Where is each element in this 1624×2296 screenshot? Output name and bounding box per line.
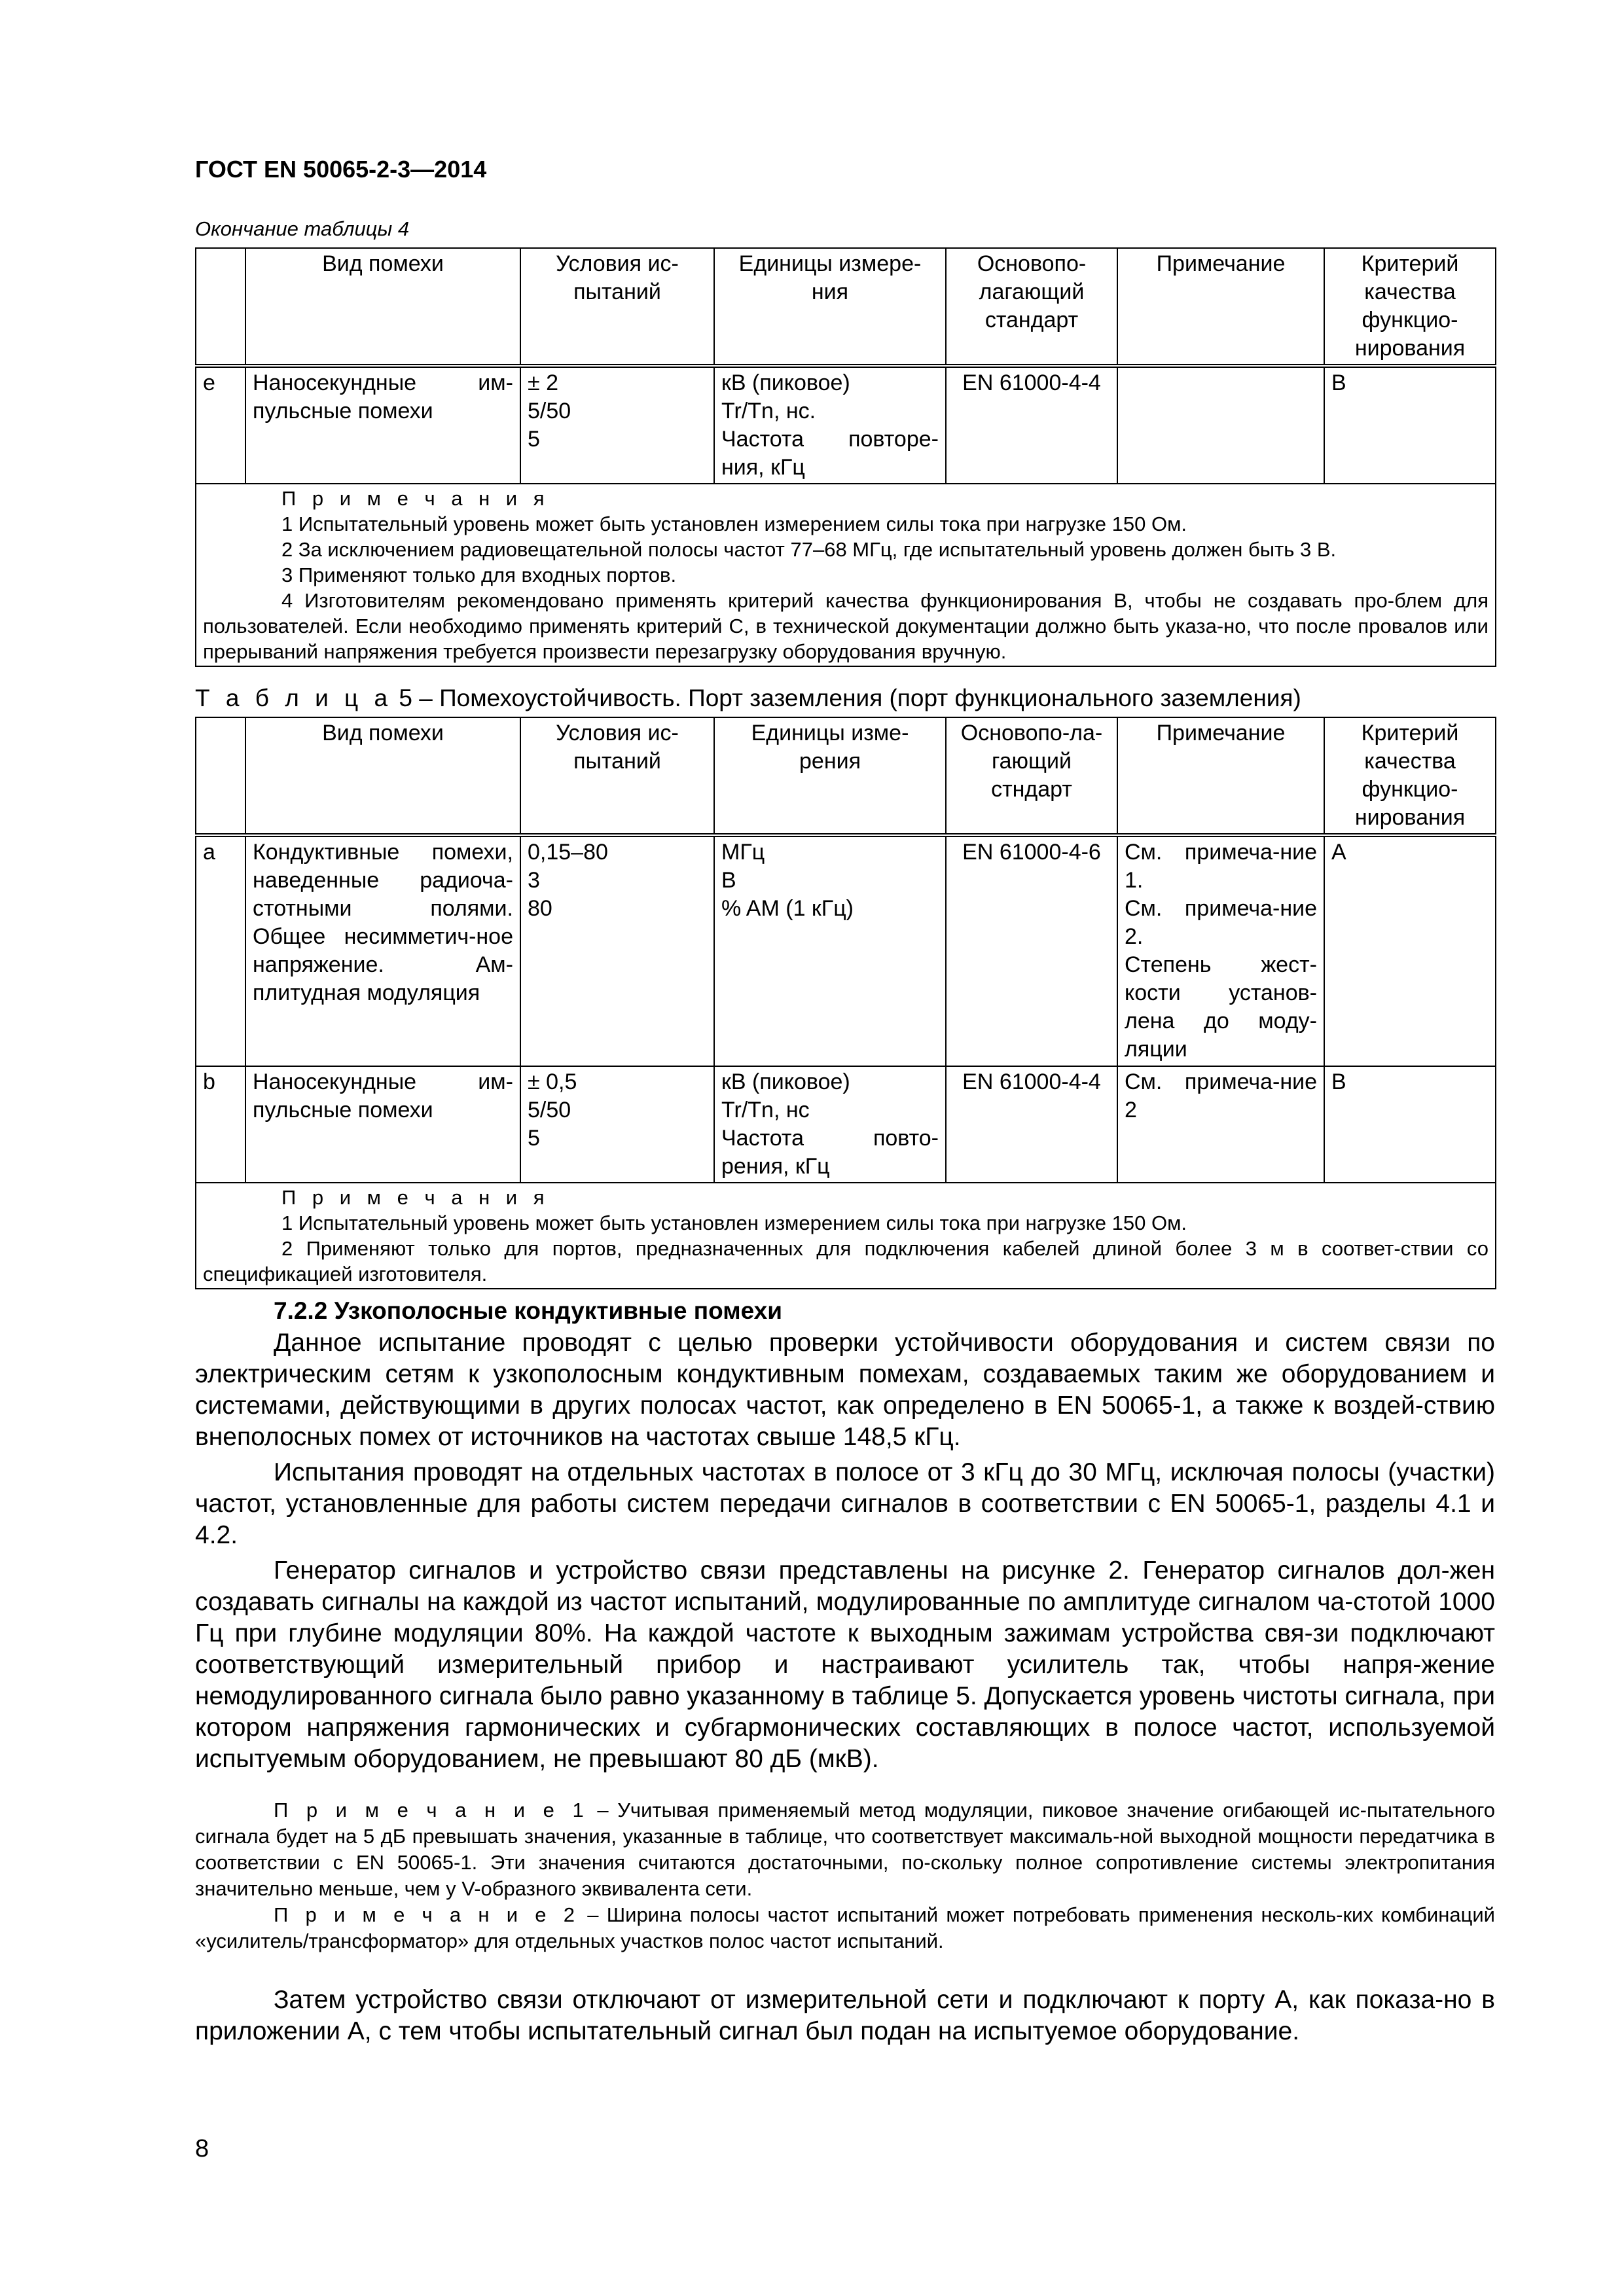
disturbance-kind: Наносекундные им-пульсные помехи [245,366,520,484]
table5 [195,717,1496,1289]
cell-line: B [721,868,736,893]
cell-line: ± 2 [528,370,559,395]
table4-header-cell: Вид помехи [245,248,520,366]
table5-header-row [196,717,1496,835]
notes-title: П р и м е ч а н и я [281,487,550,510]
table4-header-cell: Основопо-лагающий стандарт [946,248,1117,366]
table5-caption-lead: Т а б л и ц а [195,685,393,711]
note-text: – Ширина полосы частот испытаний может потребовать применения несколь-ких комбинаций «усилитель/трансформатор» для отдельных участков полос частот испытаний. [195,1903,1495,1952]
test-conditions [520,1066,714,1183]
table4-header-cell: Критерий качества функцио-нирования [1324,248,1496,366]
page-number: 8 [195,2135,209,2162]
table4-notes-row [196,484,1496,666]
cell-line: Tr/Tn, нс [721,1098,810,1122]
table5-caption [195,685,1301,712]
note-line: 2 За исключением радиовещательной полосы частот 77–68 МГц, где испытательный уровень должен быть 3 В. [281,538,1337,561]
cell-line: Степень жест-кости установ-лена до моду-ляции [1125,952,1317,1062]
table4-notes [196,484,1496,666]
cell-line: Частота повто-рения, кГц [721,1126,939,1179]
note-label: П р и м е ч а н и е 2 [274,1903,580,1926]
cell-line: МГц [721,840,765,865]
paragraph: Испытания проводят на отдельных частотах в полосе от 3 кГц до 30 МГц, исключая полосы (участки) частот, установленные для работы систем передачи сигналов в соответствии с EN 50065-1, разделы 4.1 и 4.2. [195,1458,1495,1549]
paragraph: Генератор сигналов и устройство связи представлены на рисунке 2. Генератор сигналов дол-жен создавать сигналы на каждой из частот испытаний, модулированные по амплитуде сигналом ча-стотой 1000 Гц при глубине модуляции 80%. На каждой частоте к выходным зажимам устройства свя-зи подключают соответствующий измерительный прибор и настраивают усилитель так, чтобы напря-жение немодулированного сигнала было равно указанному в таблице 5. Допускается уровень чистоты сигнала, при котором напряжения гармонических и субгармонических составляющих в полосе частот, используемой испытуемым оборудованием, не превышают 80 дБ (мкВ). [195,1556,1495,1773]
table4-header-row [196,248,1496,366]
criterion: B [1324,1066,1496,1183]
table5-header-cell: Единицы изме-рения [714,717,946,835]
note-line: 1 Испытательный уровень может быть установлен измерением силы тока при нагрузке 150 Ом. [281,1211,1187,1234]
base-standard: EN 61000-4-4 [946,366,1117,484]
test-conditions [520,835,714,1066]
cell-line: 0,15–80 [528,840,608,865]
table5-header-cell: Примечание [1117,717,1324,835]
section-title: 7.2.2 Узкополосные кондуктивные помехи [274,1297,782,1324]
row-id: a [196,835,245,1066]
table5-notes [196,1183,1496,1289]
base-standard: EN 61000-4-4 [946,1066,1117,1183]
note-paragraph [195,1902,1495,1954]
test-conditions [520,366,714,484]
cell-line: См. примеча-ние 2. [1125,896,1317,949]
units [714,835,946,1066]
table5-notes-row [196,1183,1496,1289]
cell-line: Tr/Tn, нс. [721,399,816,423]
row-id: e [196,366,245,484]
note-line: 1 Испытательный уровень может быть установлен измерением силы тока при нагрузке 150 Ом. [281,512,1187,535]
cell-line: 5/50 [528,399,571,423]
cell-line: 5/50 [528,1098,571,1122]
table4-header-cell: Единицы измере-ния [714,248,946,366]
cell-line: кВ (пиковое) [721,370,850,395]
table-row [196,1066,1496,1183]
table4-header-cell: Условия ис-пытаний [520,248,714,366]
table5-header-cell [196,717,245,835]
units [714,1066,946,1183]
table5-caption-text: 5 – Помехоустойчивость. Порт заземления (порт функционального заземления) [392,685,1301,711]
note-paragraph [195,1797,1495,1902]
table-row [196,835,1496,1066]
table4-header-cell: Примечание [1117,248,1324,366]
note-cell [1117,366,1324,484]
cell-line: 5 [528,427,540,452]
table5-header-cell: Основопо-ла-гающий стндарт [946,717,1117,835]
disturbance-kind: Наносекундные им-пульсные помехи [245,1066,520,1183]
note-line: 3 Применяют только для входных портов. [281,564,677,586]
cell-line: 3 [528,868,540,893]
paragraph: Затем устройство связи отключают от измерительной сети и подключают к порту А, как показа-но в приложении А, с тем чтобы испытательный сигнал был подан на испытуемое оборудование. [195,1986,1495,2045]
row-id: b [196,1066,245,1183]
note-cell [1117,835,1324,1066]
table4-caption: Окончание таблицы 4 [195,217,410,240]
criterion: B [1324,366,1496,484]
criterion: A [1324,835,1496,1066]
cell-line: 5 [528,1126,540,1151]
cell-line: 80 [528,896,552,921]
note-text: – Учитывая применяемый метод модуляции, пиковое значение огибающей ис-пытательного сигнала будет на 5 дБ превышать значения, указанные в таблице, что соответствует максималь-ной выходной мощности передатчика в соответствии с EN 50065-1. Эти значения считаются достаточными, по-скольку полное сопротивление системы электропитания значительно меньше, чем у V-образного эквивалента сети. [195,1799,1495,1900]
disturbance-kind: Кондуктивные помехи, наведенные радиоча-стотными полями. Общее несимметич-ное напряжение. Ам-плитудная модуляция [245,835,520,1066]
note-line: 4 Изготовителям рекомендовано применять критерий качества функционирования В, чтобы не создавать про-блем для пользователей. Если необходимо применять критерий С, в технической документации должно быть указа-но, что после провалов или прерываний напряжения требуется произвести перезагрузку оборудования вручную. [203,589,1489,663]
cell-line: ± 0,5 [528,1069,577,1094]
paragraph: Данное испытание проводят с целью проверки устойчивости оборудования и систем связи по электрическим сетям к узкополосным кондуктивным помехам, создаваемых таким же оборудованием и системами, действующими в других полосах частот, как определено в EN 50065-1, а также к воздей-ствию внеполосных помех от источников на частотах свыше 148,5 кГц. [195,1329,1495,1451]
table5-header-cell: Условия ис-пытаний [520,717,714,835]
note-line: 2 Применяют только для портов, предназначенных для подключения кабелей длиной более 3 м в соответ-ствии со спецификацией изготовителя. [203,1237,1489,1285]
table-row [196,366,1496,484]
table4-header-cell [196,248,245,366]
note-label: П р и м е ч а н и е 1 [274,1799,588,1821]
cell-line: % AM (1 кГц) [721,896,854,921]
table5-header-cell: Критерий качества функцио-нирования [1324,717,1496,835]
units [714,366,946,484]
cell-line: См. примеча-ние 1. [1125,840,1317,893]
cell-line: Частота повторе-ния, кГц [721,427,939,480]
section-body [195,1327,1495,2047]
base-standard: EN 61000-4-6 [946,835,1117,1066]
table5-header-cell: Вид помехи [245,717,520,835]
cell-line: См. примеча-ние 2 [1125,1069,1317,1122]
document-header: ГОСТ EN 50065-2-3—2014 [195,156,487,183]
notes-title: П р и м е ч а н и я [281,1186,550,1209]
cell-line: кВ (пиковое) [721,1069,850,1094]
note-cell [1117,1066,1324,1183]
table4 [195,247,1496,667]
